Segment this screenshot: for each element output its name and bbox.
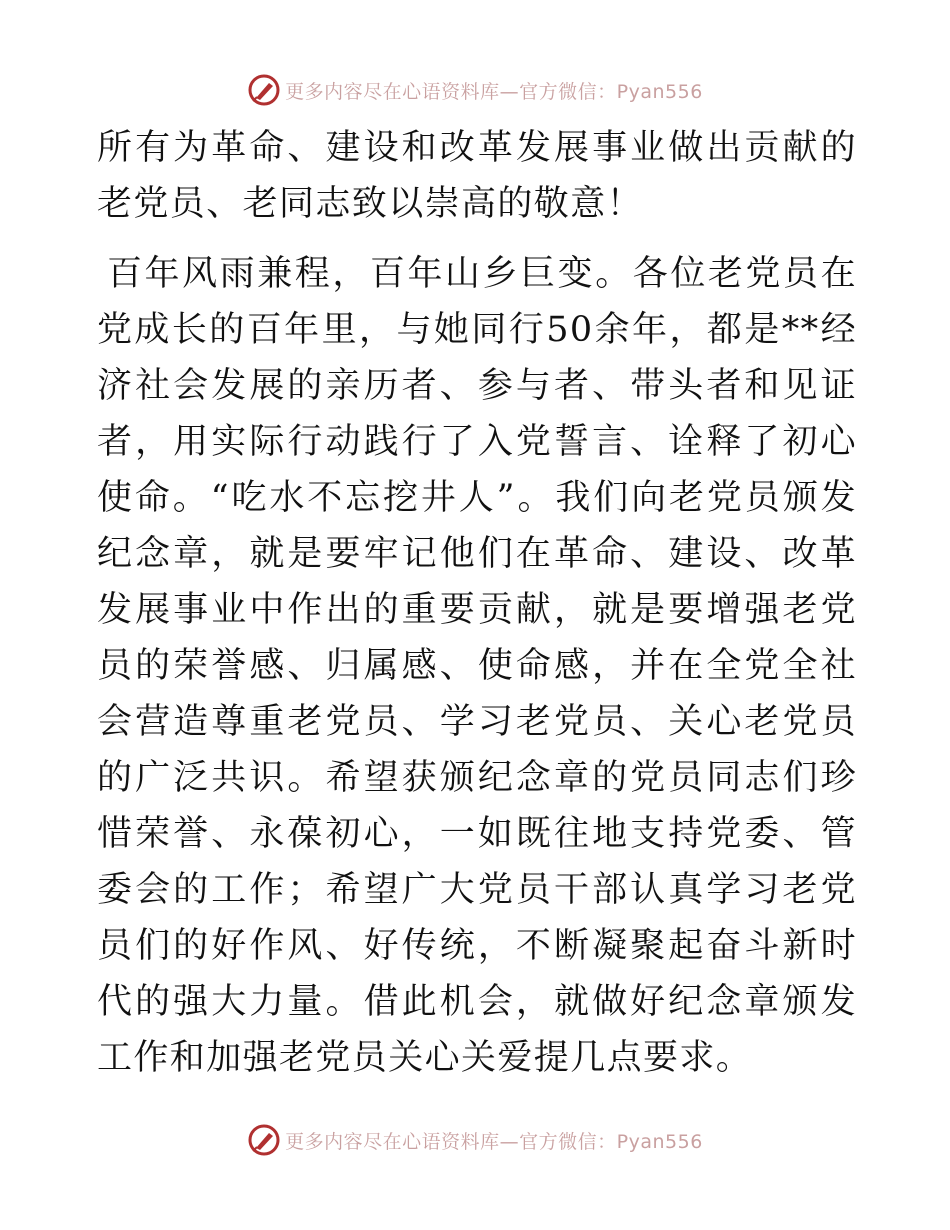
header-banner-text: 更多内容尽在心语资料库—官方微信：Pyan556: [285, 80, 703, 103]
footer-banner-text: 更多内容尽在心语资料库—官方微信：Pyan556: [285, 1130, 703, 1153]
header-banner: [0, 70, 950, 110]
pen-quill-logo-icon: [247, 73, 281, 107]
pen-quill-logo-icon: [247, 1123, 281, 1157]
footer-banner: [0, 1120, 950, 1160]
paragraph-2: 百年风雨兼程，百年山乡巨变。各位老党员在党成长的百年里，与她同行50余年，都是**经济社会发展的亲历者、参与者、带头者和见证者，用实际行动践行了入党誓言、诠释了初心使命。“吃水不忘挖井人”。我们向老党员颁发纪念章，就是要牢记他们在革命、建设、改革发展事业中作出的重要贡献，就是要增强老党员的荣誉感、归属感、使命感，并在全党全社会营造尊重老党员、学习老党员、关心老党员的广泛共识。希望获颁纪念章的党员同志们珍惜荣誉、永葆初心，一如既往地支持党委、管委会的工作；希望广大党员干部认真学习老党员们的好作风、好传统，不断凝聚起奋斗新时代的强大力量。借此机会，就做好纪念章颁发工作和加强老党员关心关爱提几点要求。: [97, 254, 857, 1078]
document-body: [97, 120, 857, 1086]
paragraph-1: 所有为革命、建设和改革发展事业做出贡献的老党员、老同志致以崇高的敬意！: [97, 128, 857, 224]
